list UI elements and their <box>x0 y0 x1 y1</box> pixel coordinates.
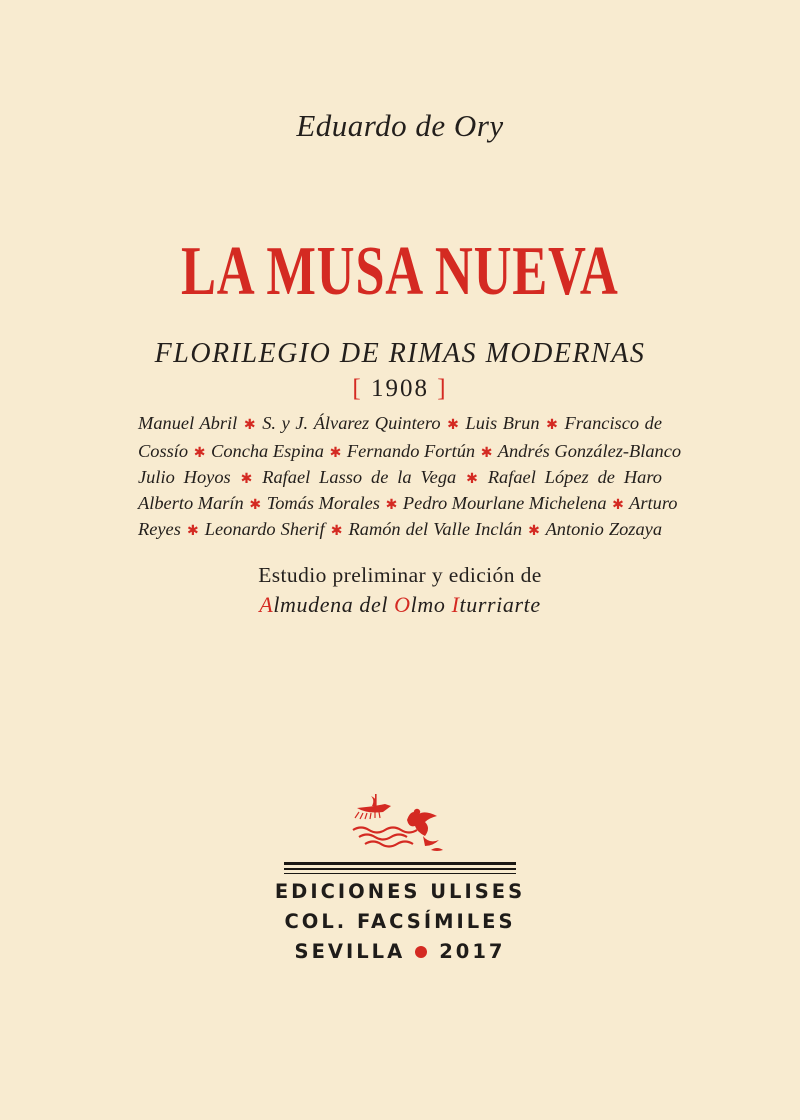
contributor-line <box>138 413 662 434</box>
contributor-line <box>138 493 678 514</box>
year-bracket-open: [ <box>352 375 363 402</box>
original-year <box>0 375 800 403</box>
book-title <box>0 232 800 312</box>
collection-name: COL. FACSÍMILES <box>284 910 516 933</box>
contributor-name: Rafael López de Haro <box>487 467 662 487</box>
author-name: Eduardo de Ory <box>296 108 504 143</box>
separator-star-icon: ✱ <box>186 524 199 539</box>
contributor-name: Rafael Lasso de la Vega <box>262 467 457 487</box>
separator-star-icon: ✱ <box>385 498 398 513</box>
separator-star-icon: ✱ <box>528 524 540 539</box>
contributor-name: Arturo <box>629 493 678 513</box>
separator-star-icon: ✱ <box>240 472 253 487</box>
editor-name <box>0 592 800 618</box>
book-title-text: LA MUSA NUEVA <box>181 233 619 310</box>
contributor-name: Antonio Zozaya <box>545 519 663 539</box>
editor-initial: O <box>394 592 411 617</box>
publication-place-year <box>0 940 800 963</box>
publication-city: SEVILLA <box>294 940 406 963</box>
contributor-name: S. y J. Álvarez Quintero <box>262 413 441 433</box>
contributor-name: Ramón del Valle Inclán <box>348 519 523 539</box>
contributor-name: Leonardo Sherif <box>204 519 325 539</box>
book-subtitle: FLORILEGIO DE RIMAS MODERNAS <box>154 338 646 369</box>
contributor-name: Fernando Fortún <box>346 441 476 461</box>
separator-star-icon: ✱ <box>193 446 206 461</box>
contributor-name: Julio Hoyos <box>138 467 231 487</box>
contributor-name: Concha Espina <box>211 441 324 461</box>
contributor-name: Manuel Abril <box>138 413 238 433</box>
editor-name-part: lmudena del <box>273 592 395 617</box>
publisher-name: EDICIONES ULISES <box>274 880 526 903</box>
contributor-line <box>138 519 662 540</box>
contributor-name: Pedro Mourlane Michelena <box>402 493 607 513</box>
separator-star-icon: ✱ <box>447 418 459 433</box>
separator-star-icon: ✱ <box>612 498 624 513</box>
contributor-line <box>138 441 682 462</box>
year-bracket-close: ] <box>437 375 448 402</box>
contributor-line <box>138 467 662 488</box>
year-value: 1908 <box>371 375 429 402</box>
separator-star-icon: ✱ <box>243 418 256 433</box>
editor-initial: I <box>451 592 460 617</box>
separator-star-icon: ✱ <box>466 472 478 487</box>
study-line: Estudio preliminar y edición de <box>258 563 542 587</box>
bullet-dot-icon <box>415 946 427 958</box>
divider-rule <box>284 862 516 865</box>
separator-star-icon: ✱ <box>546 418 558 433</box>
publication-year: 2017 <box>439 940 506 963</box>
contributor-name: Andrés González-Blanco <box>497 441 682 461</box>
contributor-name: Luis Brun <box>465 413 540 433</box>
editor-name-part: lmo <box>410 592 452 617</box>
divider-rule <box>284 873 516 874</box>
separator-star-icon: ✱ <box>330 524 343 539</box>
divider-rule <box>284 868 516 870</box>
separator-star-icon: ✱ <box>329 446 342 461</box>
contributor-name: Francisco de <box>564 413 663 433</box>
editor-name-part: turriarte <box>459 592 541 617</box>
contributor-name: Tomás Morales <box>266 493 380 513</box>
ship-and-siren-logo-icon <box>345 790 455 860</box>
separator-star-icon: ✱ <box>480 446 493 461</box>
separator-star-icon: ✱ <box>249 498 262 513</box>
editor-initial: A <box>259 592 274 617</box>
contributor-name: Cossío <box>138 441 189 461</box>
contributor-name: Reyes <box>138 519 181 539</box>
contributor-name: Alberto Marín <box>138 493 244 513</box>
